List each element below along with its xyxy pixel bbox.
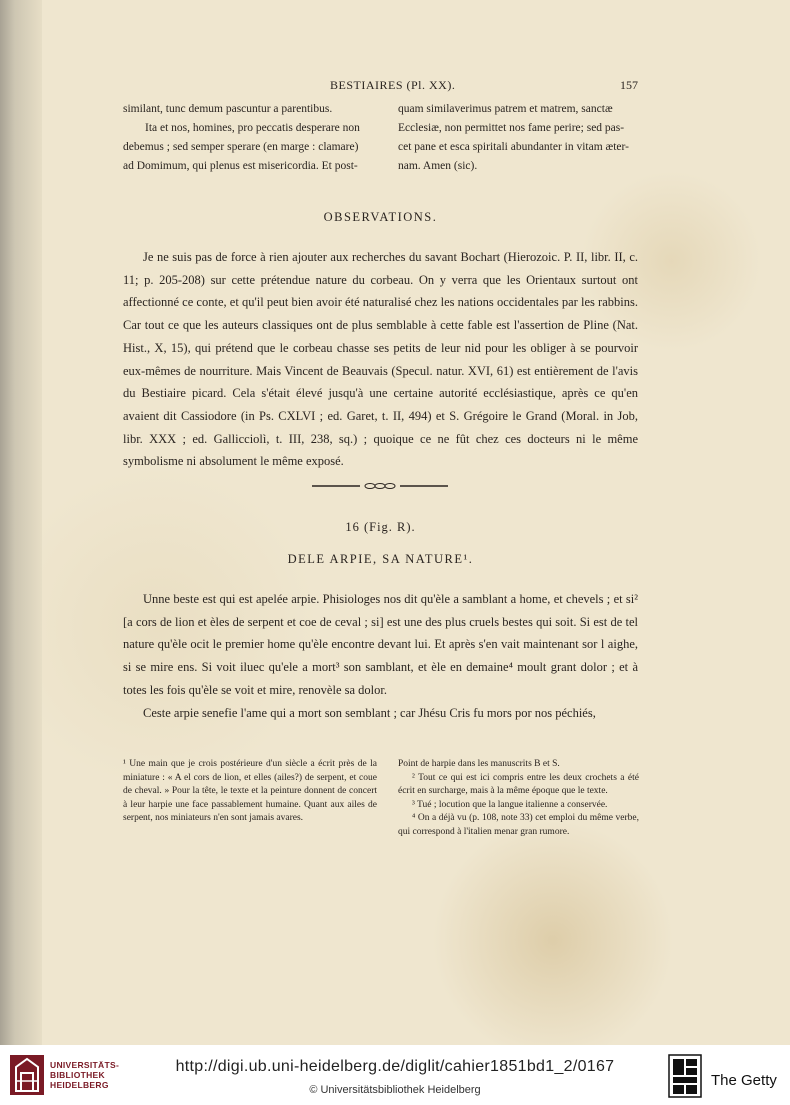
latin-line: debemus ; sed semper sperare (en marge : clamare) [123,141,359,153]
latin-line: similant, tunc demum pascuntur a parentibus. [123,103,333,115]
chapter-paragraph: Ceste arpie senefie l'ame qui a mort son semblant ; car Jhésu Cris fu mors por nos péchiés, [143,705,596,720]
library-name-line: HEIDELBERG [50,1080,109,1090]
footnote: ³ Tué ; locution que la langue italienne a conservée. [412,799,608,810]
chapter-body [123,588,638,724]
permalink-url[interactable]: http://digi.ub.uni-heidelberg.de/diglit/cahier1851bd1_2/0167 [175,1058,615,1075]
footnotes-left-column [123,758,377,826]
running-header: BESTIAIRES (Pl. XX). [330,78,456,92]
getty-logo-icon[interactable] [668,1054,702,1098]
library-name-line: BIBLIOTHEK [50,1070,105,1080]
latin-text-left-column [123,100,378,176]
footnote: ² Tout ce qui est ici compris entre les deux crochets a été écrit en surcharge, mais à la même époque que le texte. [398,772,639,796]
footnote: ⁴ On a déjà vu (p. 108, note 33) cet emploi du même verbe, qui correspond à l'italien menar gran rumore. [398,813,639,837]
observations-paragraph: Je ne suis pas de force à rien ajouter aux recherches du savant Bochart (Hierozoic. P. II, libr. II, c. 11; p. 205-208) sur cette prétendue nature du corbeau. On y verra que les Orientaux surtout ont affectionné ce conte, et qu'il peut bien avoir été naturalisé chez les nations occidentales par les rabbins. Car tout ce que les auteurs classiques ont de plus semblable à cette fable est l'assertion de Pline (Nat. Hist., X, 15), qui prétend que le corbeau chasse ses petits de leur nid pour les obliger à se pourvoir eux-mêmes de nourriture. Mais Vincent de Beauvais (Specul. natur. XVI, 61) est entièrement de l'avis du Bestiaire picard. Cela s'était élevé jusqu'à une certaine autorité ecclésiastique, après ce qu'en avaient dit Cassiodore (in Ps. CXLVI ; ed. Garet, t. II, 494) et S. Grégoire le Grand (Moral. in Job, libr. XXX ; ed. Gallicciolì, t. III, 238, sq.) ; quoique ce ne fût chez ces docteurs ni le même symbolisme ni absolument le même exposé. [123,250,638,469]
latin-text-right-column [398,100,638,176]
latin-line: quam similaverimus patrem et matrem, sanctæ [398,103,613,115]
latin-line: cet pane et esca spiritali abundanter in vitam æter- [398,141,629,153]
observations-body [123,246,638,473]
chapter-paragraph: Unne beste est qui est apelée arpie. Phisiologes nos dit qu'èle a samblant a home, et chevels ; et si² [a cors de lion et èles de serpent et coe de ceval ; si] est une des plus cruels bestes qui soit. Si est de tel nature qu'èle ocit le premier home qu'èle encontre devant lui. Et après s'en vait maintenant sor l aighe, si se mire ens. Si voit iluec qu'ele a mort³ son samblant, et èle en demaine⁴ moult grant dolor ; et à totes les fois qu'èle se voit et mire, renovèle sa dolor. [123,592,638,697]
section-divider-ornament [312,481,448,491]
footnotes-right-column [398,758,639,839]
observations-heading: OBSERVATIONS. [323,210,438,224]
chapter-heading: DELE ARPIE, SA NATURE¹. [287,552,474,566]
latin-line: ad Domimum, qui plenus est misericordia. Et post- [123,160,358,172]
latin-line: Ita et nos, homines, pro peccatis desperare non [145,122,360,134]
book-spine-shadow [0,0,42,1045]
footnote: ¹ Une main que je crois postérieure d'un siècle a écrit près de la miniature : « A el cors de lion, et elles (ailes?) de serpent, et coue de cheval. » Pour la tête, le texte et la peinture donnent de concert à leur harpie une face passablement humaine. Quant aux ailes de serpent, nos miniateurs n'en sont jamais avares. [123,759,377,823]
page-number: 157 [620,78,638,92]
footnote: Point de harpie dans les manuscrits B et S. [398,759,560,769]
latin-line: Ecclesiæ, non permittet nos fame perire; sed pas- [398,122,625,134]
figure-label: 16 (Fig. R). [345,520,416,534]
library-name-line: UNIVERSITÄTS- [50,1060,120,1070]
copyright-notice: © Universitätsbibliothek Heidelberg [309,1084,481,1096]
getty-partner-name[interactable]: The Getty [711,1072,777,1089]
latin-line: nam. Amen (sic). [398,160,478,172]
